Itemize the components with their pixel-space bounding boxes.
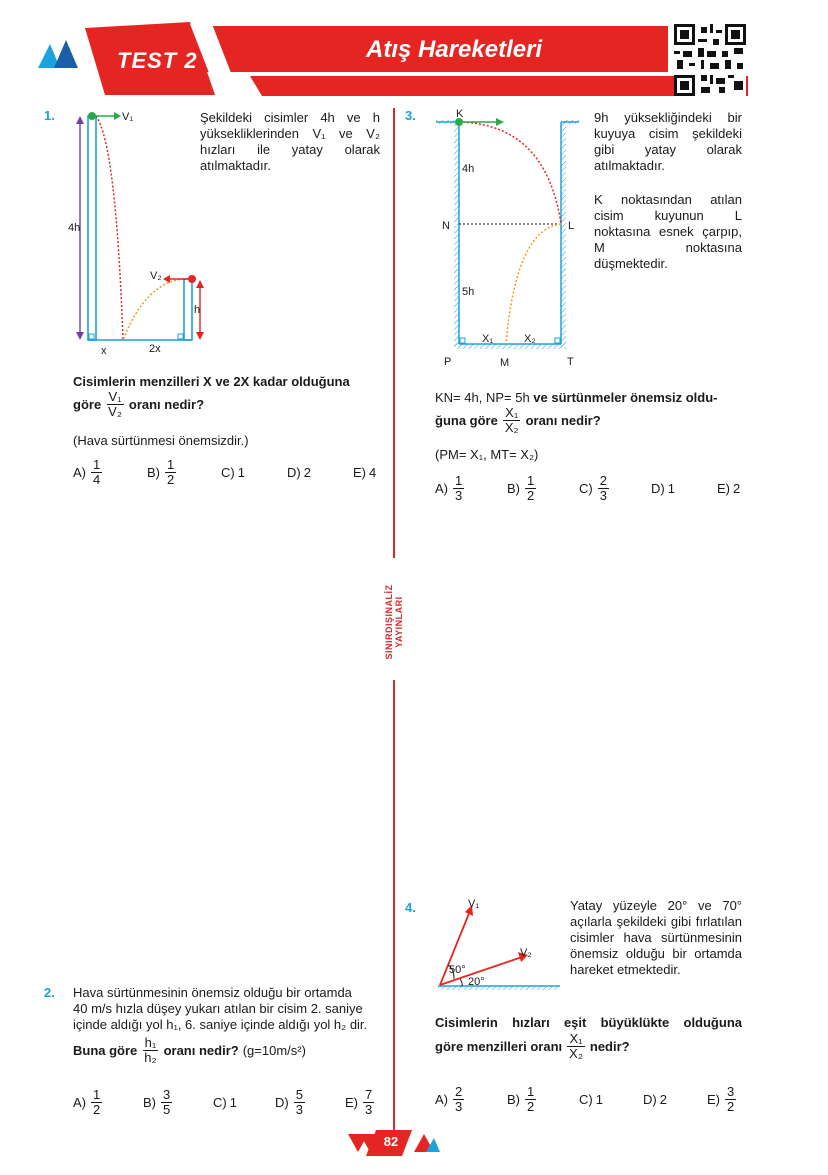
dim-h-bottom — [196, 332, 204, 340]
q3-note: (PM= X₁, MT= X₂) — [435, 447, 539, 462]
q2-line2: 40 m/s hızla düşey yukarı atılan bir cisim 2. saniye — [73, 1001, 363, 1016]
choice-den: 2 — [93, 1102, 101, 1117]
choice-den: 3 — [455, 488, 463, 503]
choice-letter: B) — [147, 465, 160, 480]
choice-value: 1 — [667, 481, 675, 496]
choice-num: 1 — [527, 473, 535, 488]
choice-den: 3 — [365, 1102, 373, 1117]
choice-e[interactable] — [345, 1088, 376, 1117]
choice-fraction — [294, 1088, 305, 1117]
choice-fraction — [363, 1088, 374, 1117]
dim-4h-bottom — [76, 332, 84, 340]
trajectory-1 — [96, 116, 123, 340]
q4-ratio-den: X₂ — [569, 1046, 583, 1061]
choice-b[interactable] — [147, 458, 221, 487]
label-v2: V₂ — [150, 270, 162, 282]
choice-letter: B) — [507, 1092, 520, 1107]
q1-question-line2 — [73, 390, 204, 419]
q3-ratio-num: X₁ — [505, 405, 519, 420]
page-number: 82 — [383, 1134, 399, 1149]
choice-num: 1 — [93, 457, 101, 472]
choice-letter: C) — [579, 481, 593, 496]
label-h: h — [194, 304, 201, 316]
choice-letter: C) — [579, 1092, 593, 1107]
choice-a[interactable] — [73, 1088, 143, 1117]
trajectory-2 — [123, 279, 184, 340]
q2-line1: Hava sürtünmesinin önemsiz olduğu bir ortamda — [73, 985, 352, 1000]
q1-description: Şekildeki cisimler 4h ve h yüksekliklerinden V₁ ve V₂ hızları ile yatay olarak atılmaktadır. — [200, 110, 380, 173]
ball-1 — [88, 112, 96, 120]
choice-fraction — [91, 458, 102, 487]
q4-question-line2 — [435, 1032, 630, 1061]
choice-num: 2 — [599, 473, 607, 488]
choice-num: 1 — [527, 1084, 535, 1099]
choice-d[interactable] — [651, 481, 717, 496]
choice-fraction — [525, 474, 536, 503]
velocity-arrowhead — [496, 118, 504, 126]
label-m: M — [500, 357, 510, 369]
angle-arc-20 — [460, 979, 462, 986]
q2-ratio-num: h₁ — [144, 1035, 157, 1050]
choice-b[interactable] — [143, 1088, 213, 1117]
v1-arrowhead — [114, 112, 121, 120]
q3-description-2: K noktasından atılan cisim kuyunun L noktasına esnek çarpıp, M noktasına düşmektedir. — [594, 192, 742, 271]
choice-value: 2 — [303, 465, 311, 480]
choice-fraction — [725, 1085, 736, 1114]
choice-num: 3 — [727, 1084, 735, 1099]
label-x: x — [101, 345, 107, 357]
choice-letter: D) — [651, 481, 665, 496]
choice-letter: C) — [213, 1095, 227, 1110]
header — [0, 0, 828, 105]
choice-letter: B) — [143, 1095, 156, 1110]
choice-b[interactable] — [507, 474, 579, 503]
v2-arrowhead — [163, 275, 170, 283]
choice-num: 1 — [167, 457, 175, 472]
label-t: T — [567, 356, 574, 368]
column-divider-top — [393, 108, 395, 558]
choice-d[interactable] — [643, 1092, 707, 1107]
q4-q-post: nedir? — [589, 1039, 630, 1054]
right-angle-2 — [178, 334, 183, 339]
trajectory-k-l — [459, 122, 561, 224]
choice-den: 4 — [93, 472, 101, 487]
choice-a[interactable] — [435, 1085, 507, 1114]
choice-e[interactable] — [353, 465, 376, 480]
label-4h: 4h — [462, 163, 475, 175]
dim-h-top — [196, 280, 204, 288]
q1-figure — [66, 104, 216, 359]
q3-given-b: ve sürtünmeler önemsiz oldu- — [533, 390, 718, 405]
choice-letter: A) — [435, 481, 448, 496]
q4-figure — [434, 895, 564, 995]
question-number: 3. — [405, 108, 416, 123]
qr-code — [674, 24, 746, 96]
q1-ratio-den: V₂ — [108, 404, 122, 419]
choice-value: 2 — [733, 481, 741, 496]
q1-q-pre: göre — [73, 397, 102, 412]
choice-c[interactable] — [213, 1095, 275, 1110]
choice-num: 1 — [455, 473, 463, 488]
q3-choices — [435, 474, 740, 503]
ball-2 — [188, 275, 196, 283]
choice-fraction — [525, 1085, 536, 1114]
q2-q-post: oranı nedir? — [163, 1043, 239, 1058]
q2-ratio-den: h₂ — [144, 1050, 157, 1065]
label-k: K — [456, 108, 464, 120]
q4-choices — [435, 1085, 738, 1114]
choice-letter: B) — [507, 481, 520, 496]
choice-d[interactable] — [275, 1088, 345, 1117]
choice-c[interactable] — [221, 465, 287, 480]
right-angle-p — [460, 338, 465, 343]
choice-b[interactable] — [507, 1085, 579, 1114]
label-x2: X₂ — [524, 333, 536, 345]
label-n: N — [442, 220, 450, 232]
q3-question-line1 — [435, 390, 718, 405]
choice-a[interactable] — [435, 474, 507, 503]
choice-value: 1 — [595, 1092, 603, 1107]
choice-value: 4 — [369, 465, 377, 480]
choice-letter: E) — [345, 1095, 358, 1110]
q2-question — [73, 1036, 306, 1065]
q3-q-pre: ğuna göre — [435, 413, 498, 428]
choice-e[interactable] — [717, 481, 740, 496]
choice-letter: A) — [73, 1095, 86, 1110]
short-tower — [184, 279, 192, 340]
choice-den: 2 — [527, 488, 535, 503]
choice-a[interactable] — [73, 458, 147, 487]
label-20: 20° — [468, 976, 485, 988]
test-label: TEST 2 — [117, 48, 198, 73]
choice-fraction — [453, 474, 464, 503]
label-v2: V₂ — [520, 947, 532, 959]
label-v1: V₁ — [122, 111, 134, 123]
choice-letter: D) — [643, 1092, 657, 1107]
q2-choices — [73, 1088, 376, 1117]
label-50: 50° — [449, 964, 466, 976]
right-angle-1 — [89, 334, 94, 339]
footer — [340, 1128, 490, 1158]
q2-q-pre: Buna göre — [73, 1043, 138, 1058]
choice-c[interactable] — [579, 474, 651, 503]
q1-q-post: oranı nedir? — [128, 397, 205, 412]
q4-description: Yatay yüzeyle 20° ve 70° açılarla şekildeki gibi fırlatılan cisimler hava sürtünmesinin önemsiz olduğu bir ortamda hareket etmektedir. — [570, 898, 742, 977]
q3-figure — [436, 104, 596, 366]
choice-num: 1 — [93, 1087, 101, 1102]
q4-question-line1: Cisimlerin hızları eşit büyüklükte olduğuna — [435, 1015, 742, 1030]
choice-fraction — [161, 1088, 172, 1117]
choice-letter: C) — [221, 465, 235, 480]
choice-den: 5 — [163, 1102, 171, 1117]
choice-fraction — [91, 1088, 102, 1117]
q1-ratio-num: V₁ — [108, 389, 122, 404]
choice-value: 1 — [229, 1095, 237, 1110]
choice-num: 5 — [295, 1087, 303, 1102]
right-angle-t — [555, 338, 560, 343]
q2-ratio — [142, 1036, 158, 1065]
choice-c[interactable] — [579, 1092, 643, 1107]
logo-mark-2 — [54, 40, 78, 68]
label-5h: 5h — [462, 286, 475, 298]
choice-den: 2 — [167, 472, 175, 487]
choice-fraction — [453, 1085, 464, 1114]
choice-num: 7 — [365, 1087, 373, 1102]
q1-note: (Hava sürtünmesi önemsizdir.) — [73, 433, 249, 448]
choice-letter: D) — [287, 465, 301, 480]
choice-letter: A) — [73, 465, 86, 480]
footer-graphic — [340, 1128, 490, 1158]
choice-den: 3 — [599, 488, 607, 503]
choice-den: 3 — [295, 1102, 303, 1117]
choice-value: 2 — [659, 1092, 667, 1107]
q3-given: KN= 4h, NP= 5h — [435, 390, 530, 405]
q4-ratio-num: X₁ — [569, 1031, 583, 1046]
choice-fraction — [598, 474, 609, 503]
q3-ratio-den: X₂ — [504, 420, 519, 435]
tall-tower — [88, 116, 96, 340]
choice-letter: E) — [717, 481, 730, 496]
page-title: Atış Hareketleri — [366, 36, 543, 63]
label-2x: 2x — [149, 343, 161, 355]
trajectory-l-m — [506, 224, 561, 344]
dim-4h-top — [76, 116, 84, 124]
choice-den: 2 — [727, 1099, 735, 1114]
q2-line3: içinde aldığı yol h₁, 6. saniye içinde aldığı yol h₂ dir. — [73, 1017, 368, 1032]
label-x1: X₁ — [482, 333, 494, 345]
q1-ratio — [106, 390, 124, 419]
q4-q-pre: göre menzilleri oranı — [435, 1039, 563, 1054]
q3-question-line2 — [435, 406, 601, 435]
choice-fraction — [165, 458, 176, 487]
choice-e[interactable] — [707, 1085, 738, 1114]
label-4h: 4h — [68, 222, 81, 234]
choice-den: 3 — [455, 1099, 463, 1114]
choice-letter: E) — [353, 465, 366, 480]
label-p: P — [444, 356, 452, 368]
choice-d[interactable] — [287, 465, 353, 480]
choice-num: 3 — [163, 1087, 171, 1102]
question-number: 1. — [44, 108, 55, 123]
q3-ratio — [503, 406, 521, 435]
label-l: L — [568, 220, 575, 232]
q3-description-1: 9h yüksekliğindeki bir kuyuya cisim şekildeki gibi yatay olarak atılmaktadır. — [594, 110, 742, 173]
label-v1: V₁ — [468, 898, 480, 910]
question-number: 4. — [405, 900, 416, 915]
choice-letter: E) — [707, 1092, 720, 1107]
choice-den: 2 — [527, 1099, 535, 1114]
q3-q-post: oranı nedir? — [525, 413, 601, 428]
question-number: 2. — [44, 985, 55, 1000]
choice-letter: A) — [435, 1092, 448, 1107]
column-divider-bottom — [393, 680, 395, 1130]
publisher-side-text: SINIRDIŞINALİZ YAYINLARI — [384, 584, 404, 660]
choice-letter: D) — [275, 1095, 289, 1110]
q4-ratio — [567, 1032, 585, 1061]
choice-value: 1 — [237, 465, 245, 480]
choice-num: 2 — [455, 1084, 463, 1099]
q1-choices — [73, 458, 376, 487]
q1-question-line1: Cisimlerin menzilleri X ve 2X kadar olduğuna — [73, 374, 350, 389]
q2-g-note: (g=10m/s²) — [242, 1043, 306, 1058]
